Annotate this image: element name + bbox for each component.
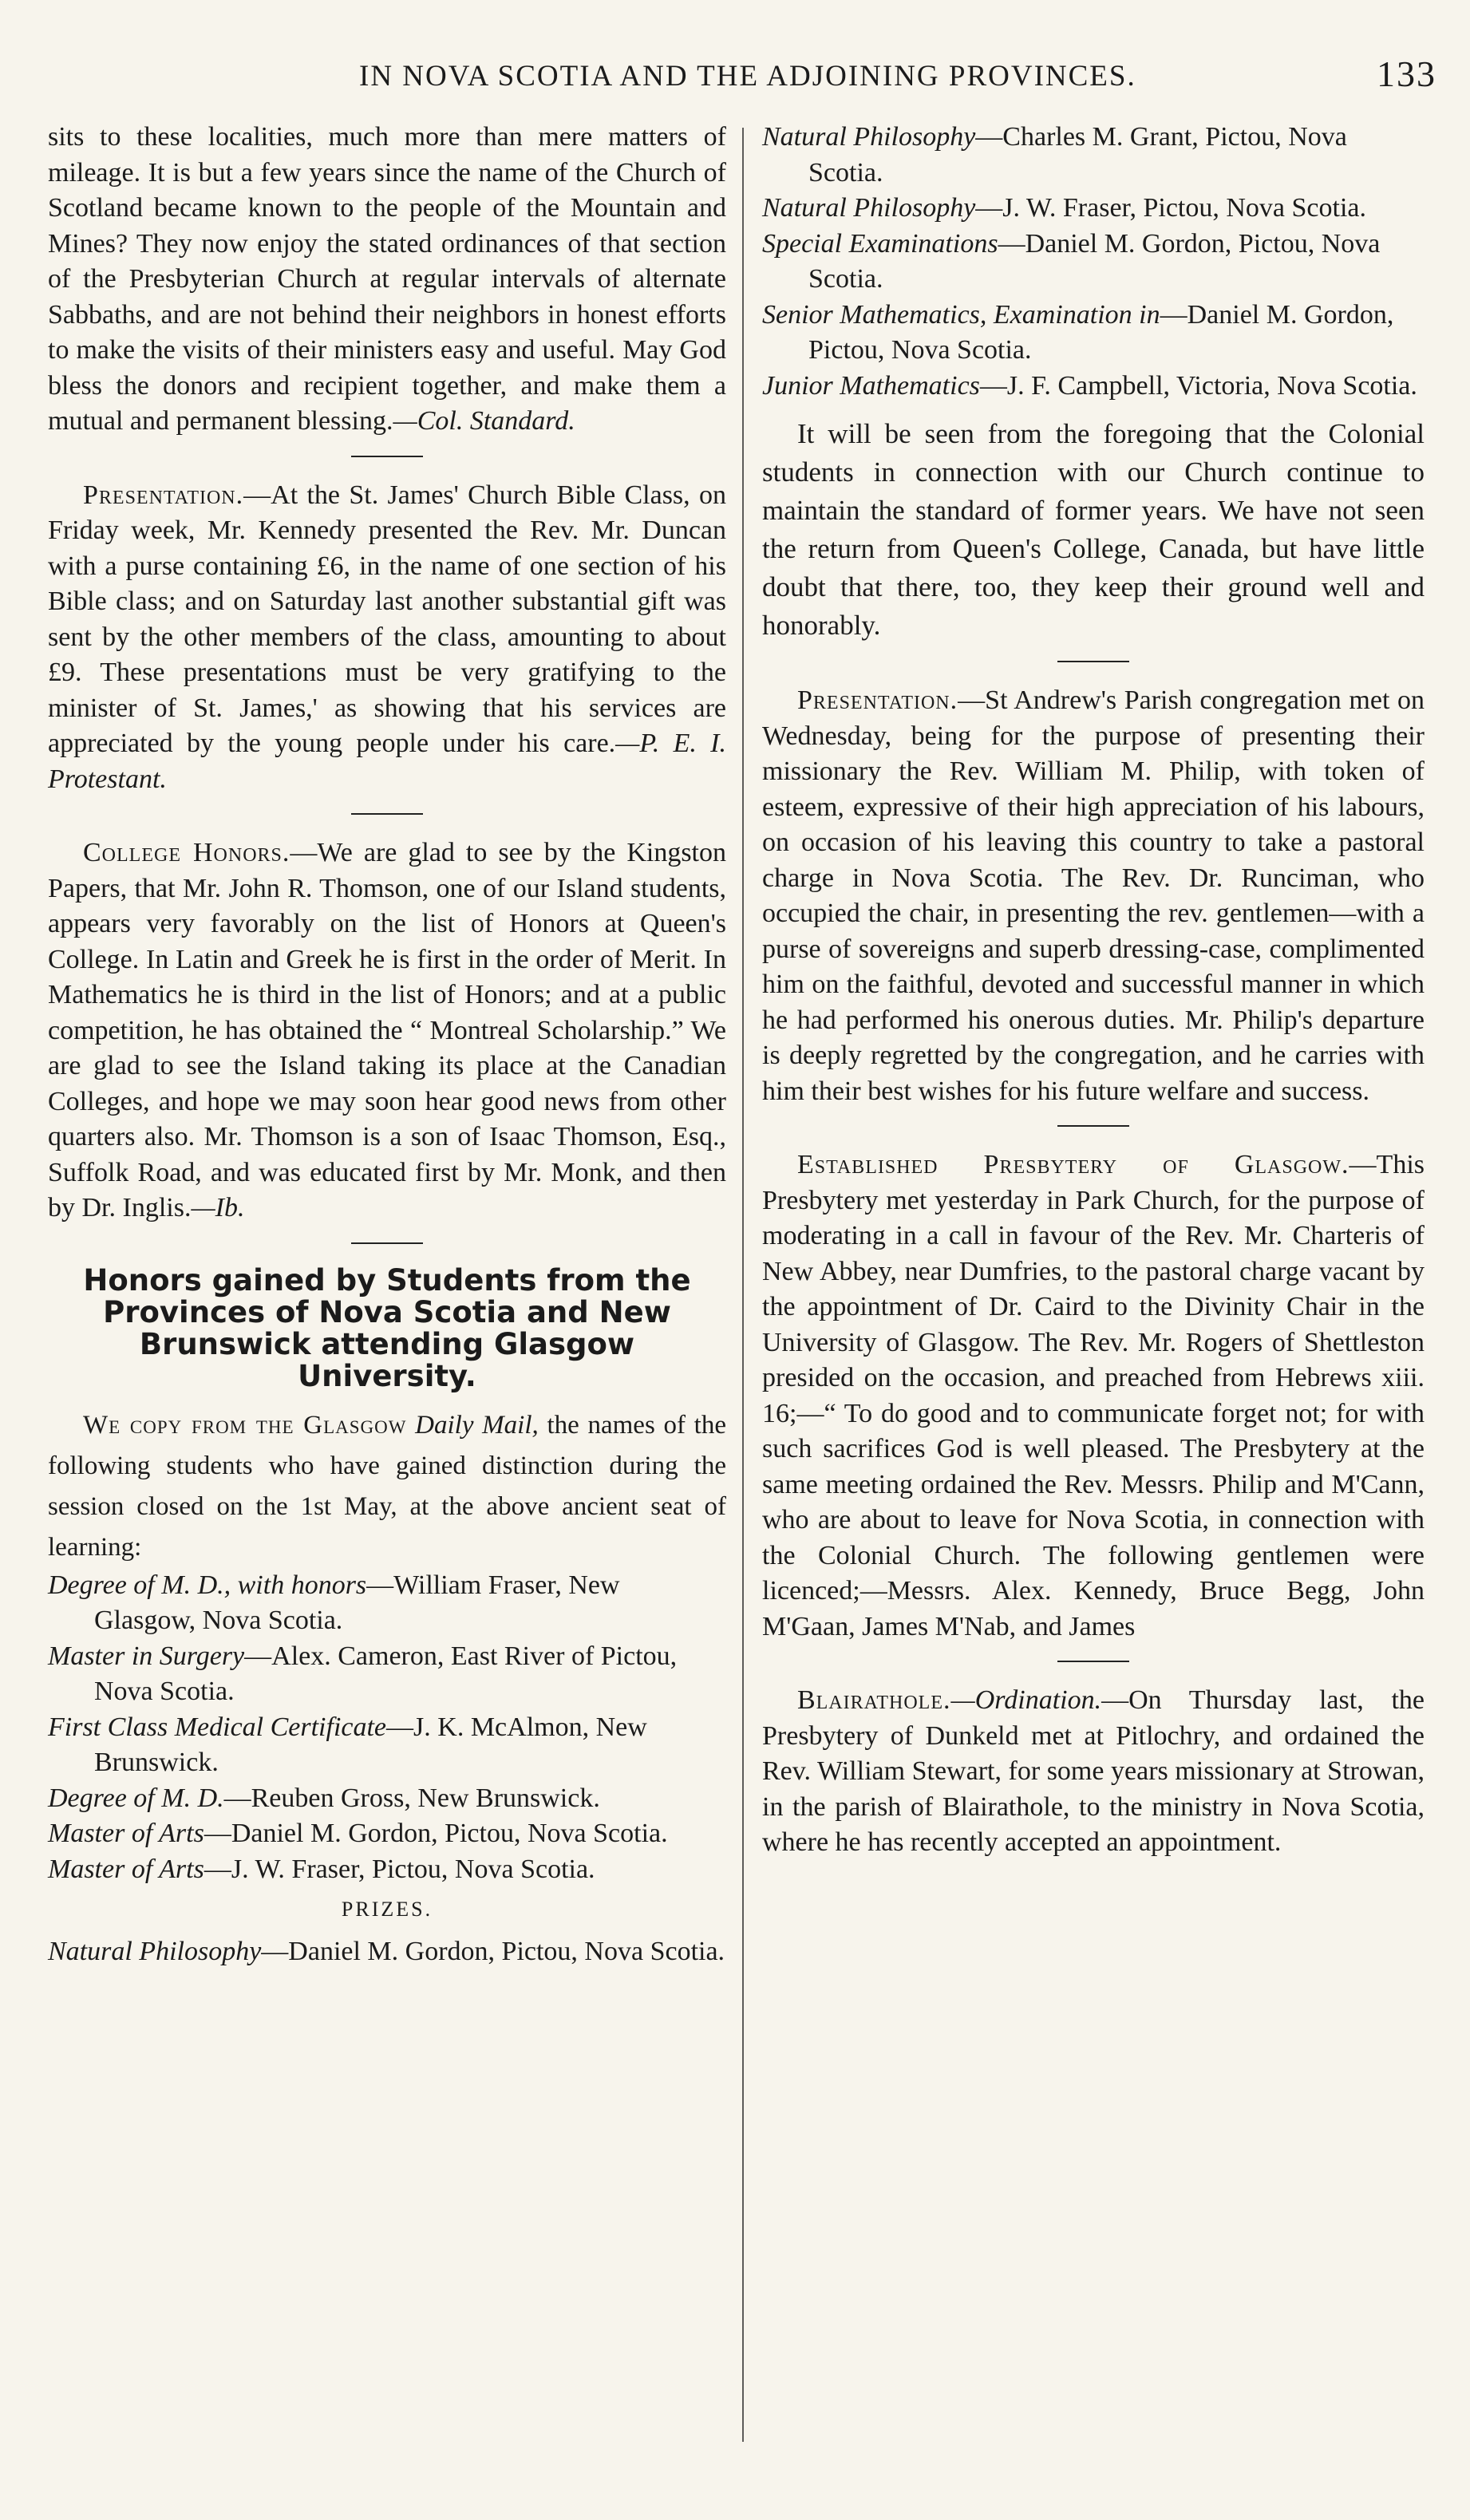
article-presbytery-glasgow xyxy=(762,1147,1425,1645)
entry-text: —Daniel M. Gordon, Pictou, Nova Scotia. xyxy=(808,299,1394,365)
entry-label: Natural Philosophy xyxy=(48,1936,262,1966)
entry-label: Master of Arts xyxy=(48,1819,204,1848)
section-separator xyxy=(1057,1661,1129,1662)
entry-text: —J. W. Fraser, Pictou, Nova Scotia. xyxy=(975,193,1367,223)
left-column xyxy=(48,120,726,1969)
honor-entry xyxy=(48,1816,726,1852)
article-blairathole xyxy=(762,1683,1425,1861)
article-heading: Presentation. xyxy=(83,480,244,510)
honor-entry xyxy=(48,1639,726,1710)
entry-text: —Daniel M. Gordon, Pictou, Nova Scotia. xyxy=(204,1819,668,1848)
entry-text: —Reuben Gross, New Brunswick. xyxy=(223,1783,600,1813)
entry-text: —J. F. Campbell, Victoria, Nova Scotia. xyxy=(979,370,1417,401)
article-heading: Blairathole. xyxy=(797,1685,951,1715)
prize-entry xyxy=(762,227,1425,298)
entry-text: —William Fraser, New Glasgow, Nova Scotia. xyxy=(94,1570,620,1635)
honors-intro xyxy=(48,1405,726,1568)
article-source: —Ib. xyxy=(191,1193,245,1222)
newspaper-name: Daily Mail, xyxy=(415,1410,539,1440)
honor-entry xyxy=(48,1852,726,1888)
article-text: —This Presbytery met yesterday in Park Church, for the purpose of moderating in a call in favour of the Rev. Mr. Charteris of New Abbey, near Dumfries, to the pastoral charge vacant by the appointment of Dr. Caird to the Divinity Chair in the University of Glasgow. The Rev. Mr. Rogers of Shettleston presided on the occasion, and preached from Hebrews xiii. 16;—“ To do good and to communicate forget not; for with such sacrifices God is well pleased. The Presbytery at the same meeting ordained the Rev. Messrs. Philip and M'Cann, who are about to leave for Nova Scotia, in connection with the Colonial Church. The following gentlemen were licenced;—Messrs. Alex. Kennedy, Bruce Begg, John M'Gaan, James M'Nab, and James xyxy=(762,1150,1425,1641)
article-heading: Presentation. xyxy=(797,685,958,715)
prize-entry xyxy=(762,120,1425,191)
entry-label: Master in Surgery xyxy=(48,1641,245,1671)
entry-text: —J. K. McAlmon, New Brunswick. xyxy=(94,1712,647,1777)
article-heading: Established Presbytery of Glasgow. xyxy=(797,1150,1349,1179)
prize-entry xyxy=(762,191,1425,227)
article-text: —At the St. James' Church Bible Class, on Friday week, Mr. Kennedy presented the Rev. Mr. Duncan with a purse containing £6, in the name of one section of his Bible class; and on Saturday last another substantial gift was sent by the other members of the class, amounting to about £9. These presentations must be very gratifying to the minister of St. James,' as showing that his services are appreciated by the young people under his care. xyxy=(48,480,726,758)
article-continued xyxy=(48,120,726,440)
entry-label: Natural Philosophy xyxy=(762,193,976,223)
entry-label: Degree of M. D. xyxy=(48,1783,224,1813)
entry-text: —Alex. Cameron, East River of Pictou, Nova Scotia. xyxy=(94,1641,678,1706)
article-text: —We are glad to see by the Kingston Papers, that Mr. John R. Thomson, one of our Island students, appears very favorably on the list of Honors at Queen's College. In Latin and Greek he is first in the order of Merit. In Mathematics he is third in the list of Honors; and at a public competition, he has obtained the “ Montreal Scholarship.” We are glad to see the Island taking its place at the Canadian Colleges, and hope we may soon hear good news from other quarters also. Mr. Thomson is a son of Isaac Thomson, Esq., Suffolk Road, and was educated first by Mr. Monk, and then by Dr. Inglis. xyxy=(48,838,727,1222)
article-text: sits to these localities, much more than mere matters of mileage. It is but a few years since the name of the Church of Scotland became known to the people of the Mountain and Mines? They now enjoy the stated ordinances of that section of the Presbyterian Church at regular intervals of alternate Sabbaths, and are not behind their neighbors in honest efforts to make the visits of their ministers easy and useful. May God bless the donors and recipient together, and make them a mutual and permanent blessing. xyxy=(48,122,726,436)
prize-entry xyxy=(762,298,1425,369)
running-title: IN NOVA SCOTIA AND THE ADJOINING PROVINCES. xyxy=(359,60,1136,93)
honor-entry xyxy=(48,1710,726,1781)
article-text: —On Thursday last, the Presbytery of Dunkeld met at Pitlochry, and ordained the Rev. William Stewart, for some years missionary at Strowan, in the parish of Blairathole, to the ministry in Nova Scotia, where he has recently accepted an appointment. xyxy=(762,1685,1425,1857)
entry-text: —Daniel M. Gordon, Pictou, Nova Scotia. xyxy=(808,228,1381,294)
article-source: —Col. Standard. xyxy=(393,406,575,436)
entry-label: First Class Medical Certificate xyxy=(48,1712,387,1742)
article-presentation-st-andrews xyxy=(762,683,1425,1109)
prize-entry xyxy=(762,369,1425,405)
article-text: —St Andrew's Parish congregation met on Wednesday, being for the purpose of presenting their missionary the Rev. William M. Philip, with token of esteem, expressive of their high appreciation of his labours, on occasion of his leaving this country to take a pastoral charge in Nova Scotia. The Rev. Dr. Runciman, who occupied the chair, in presenting the rev. gentlemen—with a purse of sovereigns and superb dressing-case, complimented him on the faithful, devoted and successful manner in which he had performed his onerous duties. Mr. Philip's departure is deeply regretted by the congregation, and he carries with him their best wishes for his future welfare and success. xyxy=(762,685,1425,1106)
section-separator xyxy=(351,1242,423,1244)
right-column xyxy=(762,120,1425,1874)
section-separator xyxy=(1057,661,1129,662)
article-source: —P. E. I. Protestant. xyxy=(48,729,726,794)
entry-label: Special Examinations xyxy=(762,228,998,259)
entry-text: —J. W. Fraser, Pictou, Nova Scotia. xyxy=(204,1854,595,1884)
page-number: 133 xyxy=(1377,53,1436,94)
column-rule xyxy=(742,128,744,2442)
intro-text: We copy from the Glasgow xyxy=(83,1410,407,1440)
section-separator xyxy=(1057,1125,1129,1127)
honors-heading: Honors gained by Students from the Provinces of Nova Scotia and New Brunswick attending Glasgow University. xyxy=(83,1262,691,1393)
honor-entry xyxy=(48,1781,726,1817)
section-separator xyxy=(351,813,423,815)
honor-entry xyxy=(48,1568,726,1639)
prize-entry xyxy=(48,1934,726,1970)
entry-label: Senior Mathematics, Examination in xyxy=(762,299,1160,330)
prizes-subheading: PRIZES. xyxy=(341,1898,433,1921)
article-college-honors xyxy=(48,835,726,1226)
summary-paragraph: It will be seen from the foregoing that the Colonial students in connection with our Church continue to maintain the standard of former years. We have not seen the return from Queen's College, Canada, but have little doubt that there, too, they keep their ground well and honorably. xyxy=(762,418,1425,641)
entry-label: Degree of M. D., with honors xyxy=(48,1570,367,1600)
article-presentation-st-james xyxy=(48,478,726,798)
entry-text: —Daniel M. Gordon, Pictou, Nova Scotia. xyxy=(261,1936,725,1966)
running-header xyxy=(56,48,1436,112)
article-subheading: —Ordination. xyxy=(950,1685,1102,1715)
entry-text: —Charles M. Grant, Pictou, Nova Scotia. xyxy=(808,122,1347,188)
section-separator xyxy=(351,456,423,457)
entry-label: Junior Mathematics xyxy=(762,370,980,401)
intro-text: the names of the following students who have gained distinction during the session closed on the 1st May, at the above ancient seat of learning: xyxy=(48,1410,726,1562)
entry-label: Natural Philosophy xyxy=(762,122,976,152)
entry-label: Master of Arts xyxy=(48,1854,204,1884)
article-heading: College Honors. xyxy=(83,838,290,867)
